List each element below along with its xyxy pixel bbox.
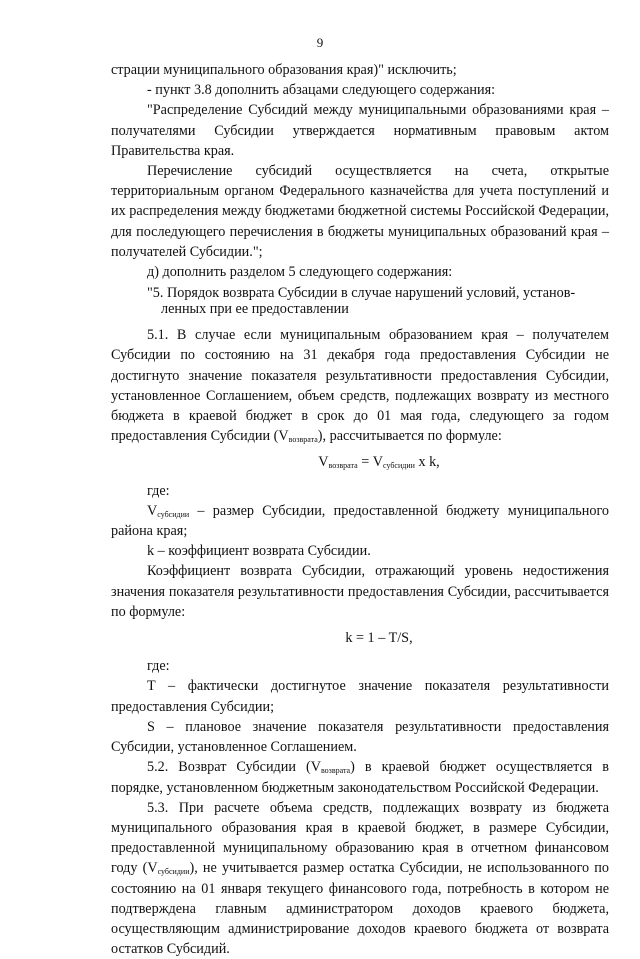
formula-coefficient: k = 1 – T/S, bbox=[345, 630, 413, 647]
text-run: ) в краевой бюджет осуществляется в порядке, установленном бюджетным законодательством Российской Федерации. bbox=[111, 759, 609, 796]
paragraph bbox=[111, 798, 609, 959]
paragraph bbox=[111, 501, 609, 541]
paragraph: - пункт 3.8 дополнить абзацами следующего содержания: bbox=[147, 82, 496, 99]
page-number: 9 bbox=[316, 35, 324, 50]
paragraph: Коэффициент возврата Субсидии, отражающий уровень недостижения значения показателя результативности предоставления Субсидии, рассчитывается по формуле: bbox=[111, 563, 609, 620]
text-run: – размер Субсидии, предоставленной бюджету муниципального района края; bbox=[111, 502, 609, 540]
formula-part: = V bbox=[357, 454, 384, 471]
section-heading-line: ленных при ее предоставлении bbox=[161, 301, 349, 318]
section-heading bbox=[111, 285, 609, 317]
subscript: субсидии bbox=[157, 867, 190, 877]
formula-return bbox=[111, 452, 609, 472]
text-run: 5.3. При расчете объема средств, подлежащих возврату из бюджета муниципального образования края в краевой бюджет, в размере Субсидии, предоставленной муниципальному образованию края в отчетном финансовом году (V bbox=[111, 799, 609, 877]
subscript: возврата bbox=[328, 461, 358, 471]
formula-part: x k, bbox=[414, 454, 440, 471]
paragraph bbox=[111, 325, 609, 446]
paragraph: T – фактически достигнутое значение показателя результативности предоставления Субсидии; bbox=[111, 678, 609, 715]
text-run: ), рассчитывается по формуле: bbox=[317, 428, 502, 445]
text-run: V bbox=[147, 502, 158, 519]
text-run: 5.1. В случае если муниципальным образованием края – получателем Субсидии по состоянию на 31 декабря года предоставления Субсидии не достигнуто значение показателя результативности предоставления Субсидии, установленное Соглашением, объем средств, подлежащих возврату из местного бюджета в краевой бюджет в срок до 01 мая года, следующего за годом предоставления Субсидии (V bbox=[111, 327, 609, 445]
paragraph: д) дополнить разделом 5 следующего содержания: bbox=[147, 264, 453, 281]
paragraph: "Распределение Субсидий между муниципальными образованиями края – получателями Субсидии утверждается нормативным правовым актом Правительства края. bbox=[111, 102, 609, 159]
paragraph: Перечисление субсидий осуществляется на счета, открытые территориальным органом Федерального казначейства для учета поступлений и их распределения между бюджетами бюджетной системы Российской Федерации, для последующего перечисления в бюджеты муниципальных образований края – получателей Субсидии."; bbox=[111, 163, 609, 260]
section-heading-line: "5. Порядок возврата Субсидии в случае нарушений условий, установ- bbox=[147, 285, 576, 302]
formula-part: V bbox=[318, 454, 329, 471]
subscript: субсидии bbox=[383, 461, 415, 471]
subscript: возврата bbox=[288, 435, 318, 445]
text-run: ), не учитывается размер остатка Субсидии, не использованного по состоянию на 01 января текущего финансового года, потребность в котором не подтверждена главным администратором доходов краевого бюджета, осуществляющим администрирование доходов краевого бюджета от возврата остатков Субсидий. bbox=[111, 860, 609, 958]
subscript: субсидии bbox=[157, 509, 190, 519]
where-label: где: bbox=[147, 482, 170, 499]
paragraph: k – коэффициент возврата Субсидии. bbox=[147, 543, 371, 560]
text-run: 5.2. Возврат Субсидии (V bbox=[147, 759, 321, 776]
document-body bbox=[111, 60, 609, 959]
where-label: где: bbox=[147, 658, 170, 675]
paragraph bbox=[111, 757, 609, 797]
paragraph: S – плановое значение показателя результативности предоставления Субсидии, установленное Соглашением. bbox=[111, 718, 609, 756]
paragraph: страции муниципального образования края)" исключить; bbox=[111, 62, 457, 78]
subscript: возврата bbox=[320, 766, 351, 776]
